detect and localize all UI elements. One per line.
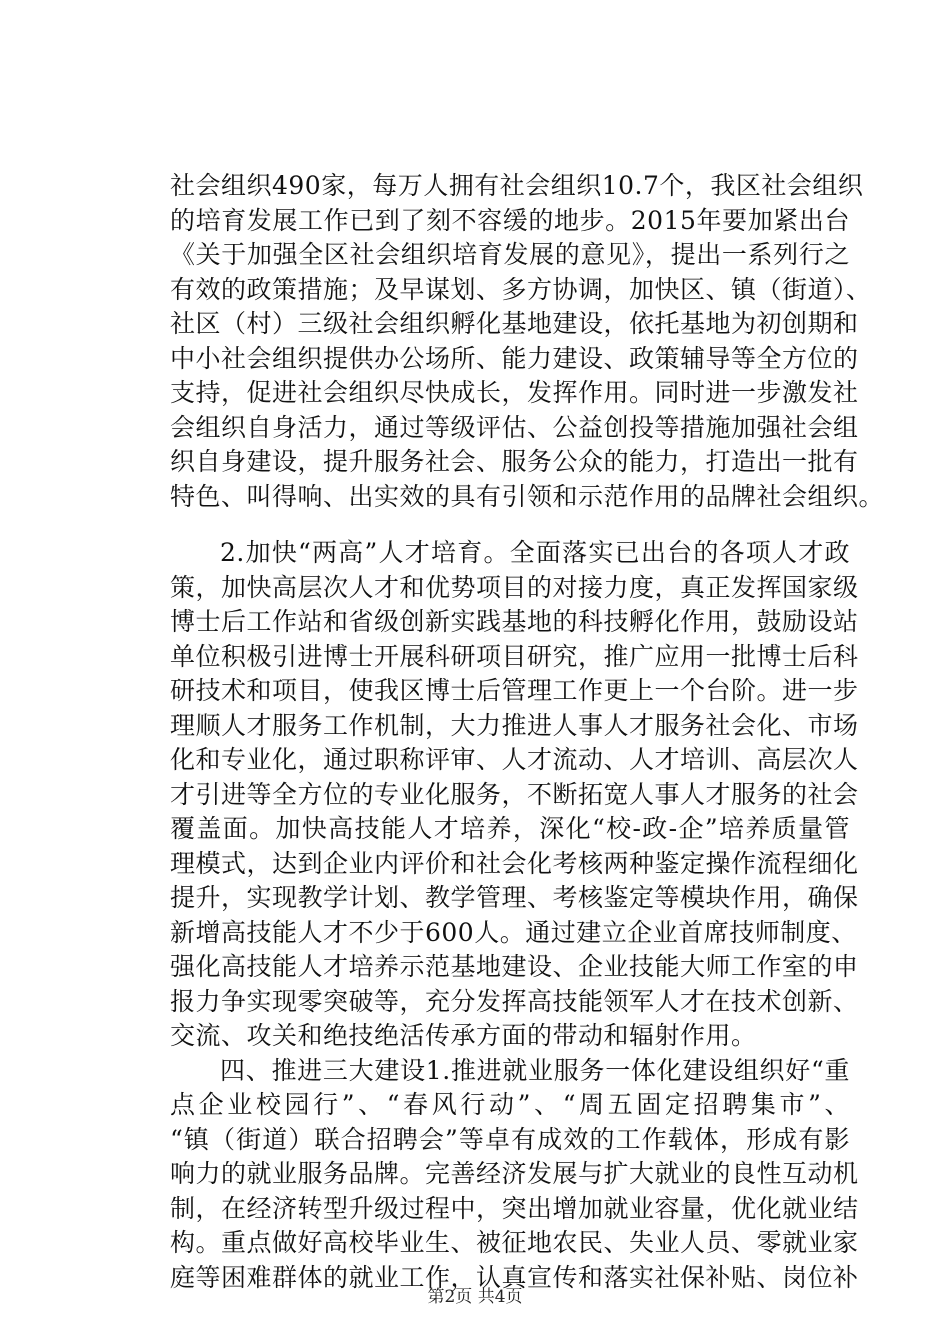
text-line: 四、推进三大建设1.推进就业服务一体化建设组织好“重 (220, 1055, 850, 1085)
text-line: 理顺人才服务工作机制，大力推进人事人才服务社会化、市场 (170, 710, 859, 740)
text-line: 提升，实现教学计划、教学管理、考核鉴定等模块作用，确保 (170, 883, 859, 912)
text-line: 中小社会组织提供办公场所、能力建设、政策辅导等全方位的 (170, 343, 859, 373)
text-line: 点企业校园行”、“春风行动”、“周五固定招聘集市”、 (170, 1090, 850, 1119)
text-line: 庭等困难群体的就业工作，认真宣传和落实社保补贴、岗位补 (170, 1262, 859, 1292)
text-line: 社区（村）三级社会组织孵化基地建设，依托基地为初创期和 (170, 309, 859, 338)
text-line: 才引进等全方位的专业化服务，不断拓宽人事人才服务的社会 (170, 779, 859, 809)
text-line: 博士后工作站和省级创新实践基地的科技孵化作用，鼓励设站 (170, 607, 859, 636)
text-line: 构。重点做好高校毕业生、被征地农民、失业人员、零就业家 (170, 1228, 859, 1257)
page-footer: 第2页 共4页 (427, 1287, 523, 1307)
text-line: 社会组织490家，每万人拥有社会组织10.7个，我区社会组织 (170, 171, 864, 200)
text-line: 特色、叫得响、出实效的具有引领和示范作用的品牌社会组织。 (170, 481, 885, 511)
text-line: 支持，促进社会组织尽快成长，发挥作用。同时进一步激发社 (170, 378, 859, 407)
text-line: 交流、攻关和绝技绝活传承方面的带动和辐射作用。 (170, 1021, 757, 1050)
text-line: 《关于加强全区社会组织培育发展的意见》，提出一系列行之 (170, 240, 850, 269)
text-line: 有效的政策措施；及早谋划、多方协调，加快区、镇（街道）、 (170, 274, 872, 304)
text-line: 会组织自身活力，通过等级评估、公益创投等措施加强社会组 (170, 412, 859, 442)
text-line: “镇（街道）联合招聘会”等卓有成效的工作载体，形成有影 (170, 1124, 850, 1154)
text-line: 制，在经济转型升级过程中，突出增加就业容量，优化就业结 (170, 1193, 859, 1223)
text-line: 单位积极引进博士开展科研项目研究，推广应用一批博士后科 (170, 641, 859, 671)
text-line: 的培育发展工作已到了刻不容缓的地步。2015年要加紧出台 (170, 205, 850, 235)
text-line: 理模式，达到企业内评价和社会化考核两种鉴定操作流程细化 (170, 848, 859, 878)
text-line: 织自身建设，提升服务社会、服务公众的能力，打造出一批有 (170, 447, 859, 476)
text-line: 覆盖面。加快高技能人才培养，深化“校-政-企”培养质量管 (170, 814, 850, 843)
text-line: 响力的就业服务品牌。完善经济发展与扩大就业的良性互动机 (170, 1159, 859, 1188)
text-line: 策，加快高层次人才和优势项目的对接力度，真正发挥国家级 (170, 572, 859, 602)
text-line: 强化高技能人才培养示范基地建设、企业技能大师工作室的申 (170, 952, 859, 981)
text-line: 2.加快“两高”人才培育。全面落实已出台的各项人才政 (220, 538, 850, 567)
text-line: 新增高技能人才不少于600人。通过建立企业首席技师制度、 (170, 917, 857, 947)
text-line: 研技术和项目，使我区博士后管理工作更上一个台阶。进一步 (170, 676, 859, 705)
text-line: 化和专业化，通过职称评审、人才流动、人才培训、高层次人 (170, 745, 859, 774)
text-line: 报力争实现零突破等，充分发挥高技能领军人才在技术创新、 (170, 986, 859, 1016)
